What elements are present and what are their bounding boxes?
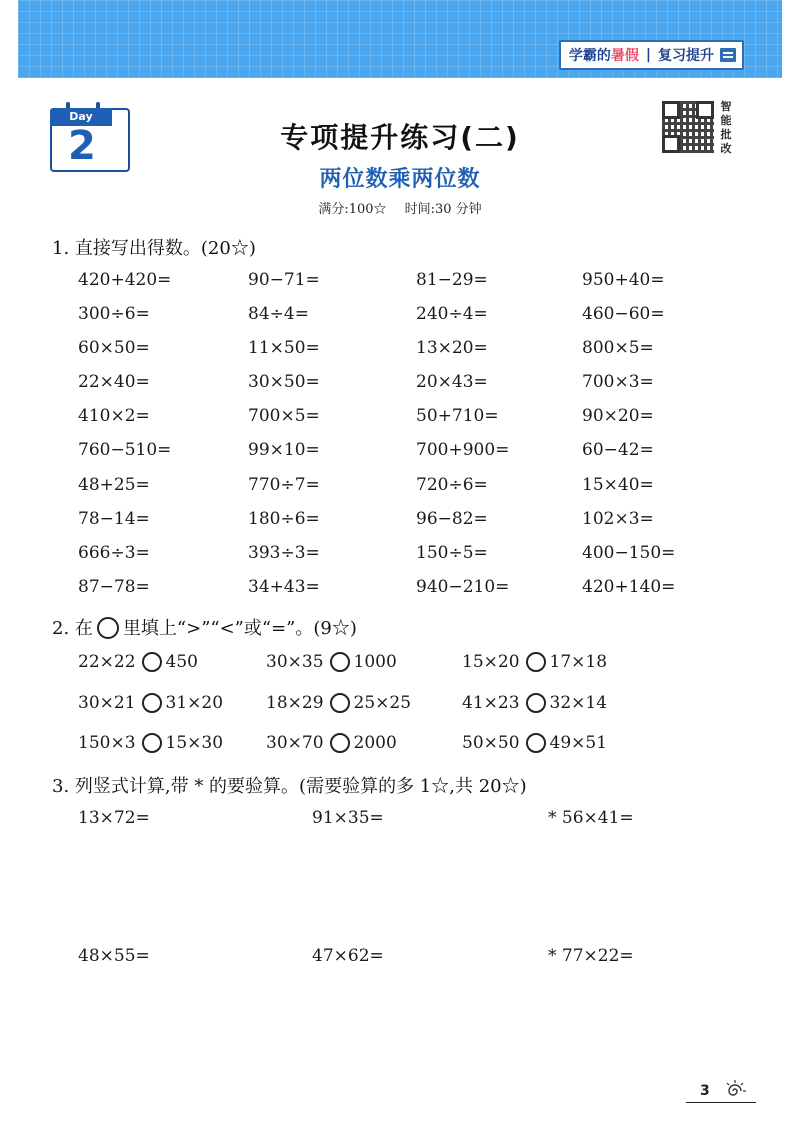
exercise-item: 102×3= [582,509,654,529]
compare-left: 30×35 [266,652,324,672]
score-time-info [0,198,800,217]
qr-label [718,100,734,156]
compare-left: 22×22 [78,652,136,672]
compare-item [266,652,397,672]
qr-label-char: 能 [720,114,732,127]
answer-circle[interactable] [142,652,162,672]
vertical-calc-item: 48×55= [78,946,150,966]
vertical-calc-item: 47×62= [312,946,384,966]
vertical-calc-item: 91×35= [312,808,384,828]
exercise-item: 60−42= [582,440,654,460]
compare-item [78,733,223,753]
time-limit: 时间:30 分钟 [404,202,482,217]
exercise-item: 13×20= [416,338,488,358]
vertical-calc-item: * 56×41= [548,808,634,828]
compare-row [0,693,800,721]
brand-label [559,40,744,70]
exercise-row [0,338,800,364]
exercise-item: 150÷5= [416,543,488,563]
exercise-item: 78−14= [78,509,150,529]
answer-circle[interactable] [526,733,546,753]
exercise-item: 34+43= [248,577,320,597]
exercise-row [0,577,800,603]
exercise-item: 30×50= [248,372,320,392]
compare-item [462,693,607,713]
exercise-item: 48+25= [78,475,150,495]
page-rule [686,1102,756,1103]
brand-accent: 暑假 [610,48,639,64]
exercise-row [0,270,800,296]
compare-right: 31×20 [165,693,224,713]
page-number: 3 [700,1083,710,1099]
vertical-calc-item: 13×72= [78,808,150,828]
exercise-item: 60×50= [78,338,150,358]
page-title: 专项提升练习(二) [280,121,520,154]
compare-item [266,693,411,713]
exercise-item: 90×20= [582,406,654,426]
brand-separator: | [645,47,651,63]
exercise-row [0,372,800,398]
exercise-item: 96−82= [416,509,488,529]
compare-left: 15×20 [462,652,520,672]
exercise-row [0,543,800,569]
exercise-item: 22×40= [78,372,150,392]
section2-heading-prefix: 2. 在 [52,618,93,639]
exercise-item: 420+140= [582,577,676,597]
compare-right: 32×14 [549,693,608,713]
exercise-item: 666÷3= [78,543,150,563]
compare-item [78,693,223,713]
compare-item [78,652,198,672]
qr-label-char: 智 [720,100,732,113]
exercise-item: 950+40= [582,270,665,290]
circle-icon [97,617,119,639]
qr-corner [662,101,680,119]
page-subtitle: 两位数乘两位数 [319,166,481,192]
compare-item [266,733,397,753]
exercise-row [0,406,800,432]
exercise-item: 240÷4= [416,304,488,324]
exercise-item: 410×2= [78,406,150,426]
exercise-item: 700×5= [248,406,320,426]
exercise-item: 180÷6= [248,509,320,529]
exercise-row [0,475,800,501]
compare-right: 49×51 [549,733,608,753]
exercise-item: 760−510= [78,440,172,460]
exercise-item: 700+900= [416,440,510,460]
compare-right: 17×18 [549,652,608,672]
exercise-item: 99×10= [248,440,320,460]
compare-right: 15×30 [165,733,224,753]
exercise-item: 87−78= [78,577,150,597]
day-label: Day [50,108,112,126]
section2-heading [52,614,357,640]
section2-heading-suffix: 里填上“>”“<”或“=”。(9☆) [122,618,357,639]
compare-right: 25×25 [353,693,412,713]
exercise-item: 420+420= [78,270,172,290]
compare-right: 1000 [353,652,397,672]
brand-part1: 学霸的 [568,48,611,64]
exercise-item: 800×5= [582,338,654,358]
exercise-item: 50+710= [416,406,499,426]
section3-heading: 3. 列竖式计算,带 * 的要验算。(需要验算的多 1☆,共 20☆) [52,776,527,797]
exercise-row [0,440,800,466]
compare-right: 450 [165,652,198,672]
compare-left: 18×29 [266,693,324,713]
compare-right: 2000 [353,733,397,753]
qr-label-char: 改 [720,142,732,155]
exercise-item: 393÷3= [248,543,320,563]
exercise-item: 770÷7= [248,475,320,495]
compare-left: 50×50 [462,733,520,753]
exercise-item: 11×50= [248,338,320,358]
exercise-item: 400−150= [582,543,676,563]
vertical-calc-item: * 77×22= [548,946,634,966]
compare-item [462,652,607,672]
compare-item [462,733,607,753]
compare-left: 41×23 [462,693,520,713]
day-number: 2 [68,123,96,169]
answer-circle[interactable] [526,652,546,672]
qr-corner [662,135,680,153]
qr-code-icon[interactable] [662,101,714,153]
answer-circle[interactable] [526,693,546,713]
qr-corner [696,101,714,119]
answer-circle[interactable] [330,652,350,672]
brand-part2: 复习提升 [658,48,714,64]
exercise-item: 300÷6= [78,304,150,324]
answer-circle[interactable] [142,693,162,713]
qr-label-char: 批 [720,128,732,141]
book-icon [720,48,736,62]
answer-circle[interactable] [330,733,350,753]
swirl-icon [722,1078,748,1104]
exercise-row [0,304,800,330]
compare-left: 30×21 [78,693,136,713]
answer-circle[interactable] [142,733,162,753]
exercise-item: 84÷4= [248,304,309,324]
compare-row [0,652,800,680]
exercise-item: 81−29= [416,270,488,290]
exercise-item: 15×40= [582,475,654,495]
exercise-item: 90−71= [248,270,320,290]
compare-left: 150×3 [78,733,136,753]
section1-heading: 1. 直接写出得数。(20☆) [52,238,256,259]
exercise-item: 720÷6= [416,475,488,495]
compare-left: 30×70 [266,733,324,753]
compare-row [0,733,800,761]
answer-circle[interactable] [330,693,350,713]
exercise-item: 20×43= [416,372,488,392]
exercise-item: 460−60= [582,304,665,324]
exercise-row [0,509,800,535]
exercise-item: 700×3= [582,372,654,392]
full-score: 满分:100☆ [318,202,387,217]
exercise-item: 940−210= [416,577,510,597]
